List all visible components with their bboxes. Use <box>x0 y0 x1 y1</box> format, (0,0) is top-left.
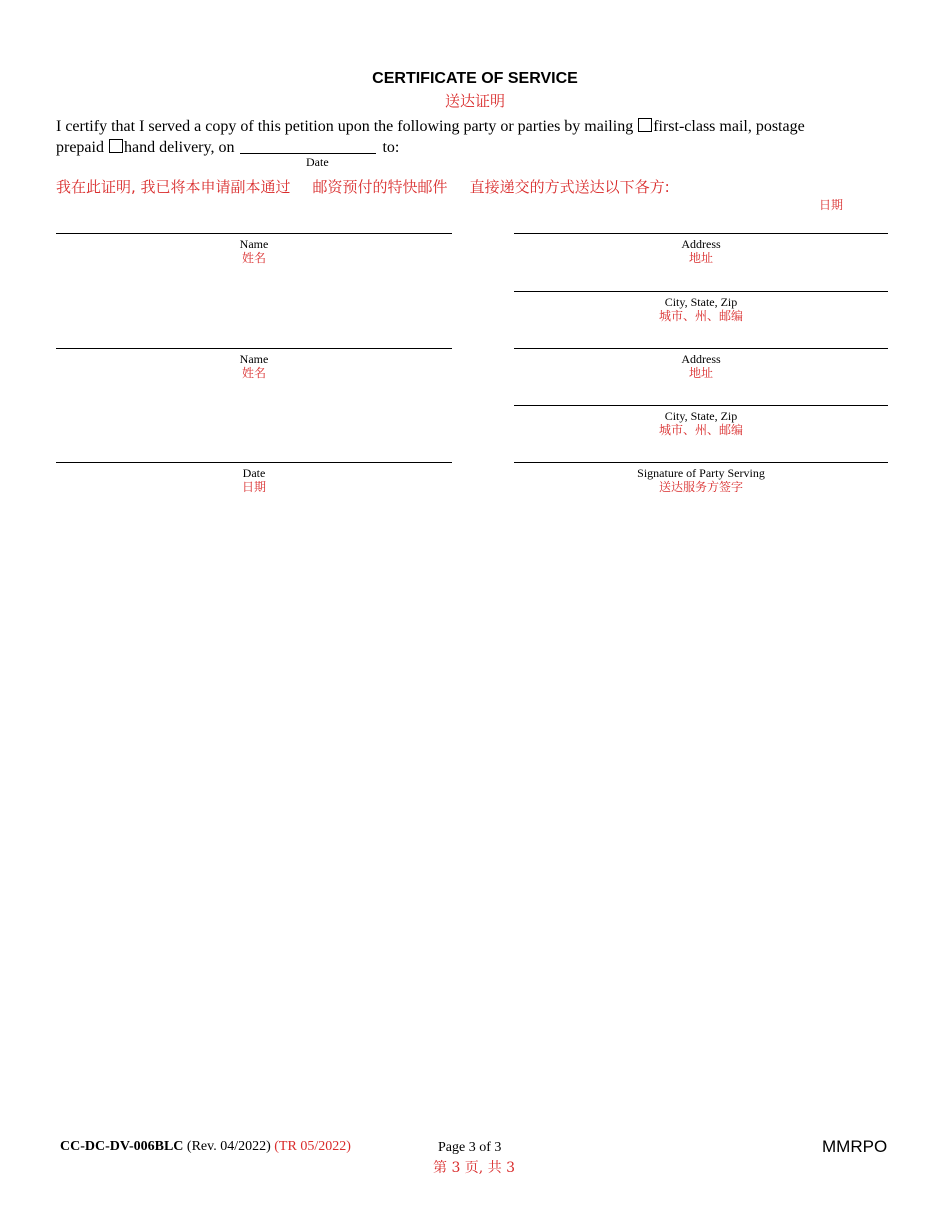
service-date-label: Date <box>306 155 329 169</box>
first-class-mail-label: first-class mail, postage <box>653 118 805 135</box>
signature-label: Signature of Party Serving <box>637 466 765 480</box>
revision-date: (Rev. 04/2022) <box>186 1139 271 1154</box>
name-field-2[interactable] <box>56 348 452 380</box>
certification-zh-part-1: 我在此证明, 我已将本申请副本通过 <box>56 178 291 196</box>
city-state-zip-field-1[interactable] <box>514 291 888 323</box>
address-field-1[interactable] <box>514 233 888 265</box>
signature-label-zh: 送达服务方签字 <box>658 480 743 494</box>
signature-field[interactable] <box>514 462 888 494</box>
service-date-label-zh: 日期 <box>819 198 844 212</box>
page-number: Page 3 of 3 <box>438 1140 502 1155</box>
service-date-field[interactable] <box>240 138 376 154</box>
certification-line-zh <box>56 176 670 197</box>
page-number-zh: 第 3 页, 共 3 <box>433 1160 516 1176</box>
date-label: Date <box>242 466 266 480</box>
form-number-footer <box>60 1139 351 1155</box>
name-label-zh: 姓名 <box>241 366 266 380</box>
certification-text: I certify that I served a copy of this petition upon the following party or parties by mailing <box>56 118 634 135</box>
page-title-zh: 送达证明 <box>444 92 505 110</box>
city-state-zip-field-2[interactable] <box>514 405 888 437</box>
certification-line-2 <box>56 138 399 157</box>
name-label: Name <box>239 352 269 366</box>
translation-date: (TR 05/2022) <box>274 1139 351 1154</box>
prepaid-label: prepaid <box>56 139 104 156</box>
hand-delivery-label: hand delivery, on <box>123 139 235 156</box>
address-label-zh: 地址 <box>688 366 713 380</box>
name-field-1[interactable] <box>56 233 452 265</box>
first-class-mail-checkbox[interactable] <box>638 118 652 132</box>
city-state-zip-label: City, State, Zip <box>664 295 738 309</box>
address-label-zh: 地址 <box>688 251 713 265</box>
address-label: Address <box>681 237 721 251</box>
date-label-zh: 日期 <box>241 480 266 494</box>
hand-delivery-checkbox[interactable] <box>109 139 123 153</box>
name-label-zh: 姓名 <box>241 251 266 265</box>
form-number: CC-DC-DV-006BLC <box>60 1139 184 1154</box>
address-label: Address <box>681 352 721 366</box>
certification-zh-part-3: 直接递交的方式送达以下各方: <box>469 178 670 196</box>
city-state-zip-label: City, State, Zip <box>664 409 738 423</box>
form-code: MMRPO <box>822 1137 888 1156</box>
city-state-zip-label-zh: 城市、州、邮编 <box>658 423 743 437</box>
page-title: CERTIFICATE OF SERVICE <box>372 70 578 87</box>
name-label: Name <box>239 237 269 251</box>
city-state-zip-label-zh: 城市、州、邮编 <box>658 309 743 323</box>
address-field-2[interactable] <box>514 348 888 380</box>
to-label: to: <box>382 139 400 156</box>
date-field[interactable] <box>56 462 452 494</box>
certification-zh-part-2: 邮资预付的特快邮件 <box>312 178 448 196</box>
certification-line-1 <box>56 118 805 136</box>
